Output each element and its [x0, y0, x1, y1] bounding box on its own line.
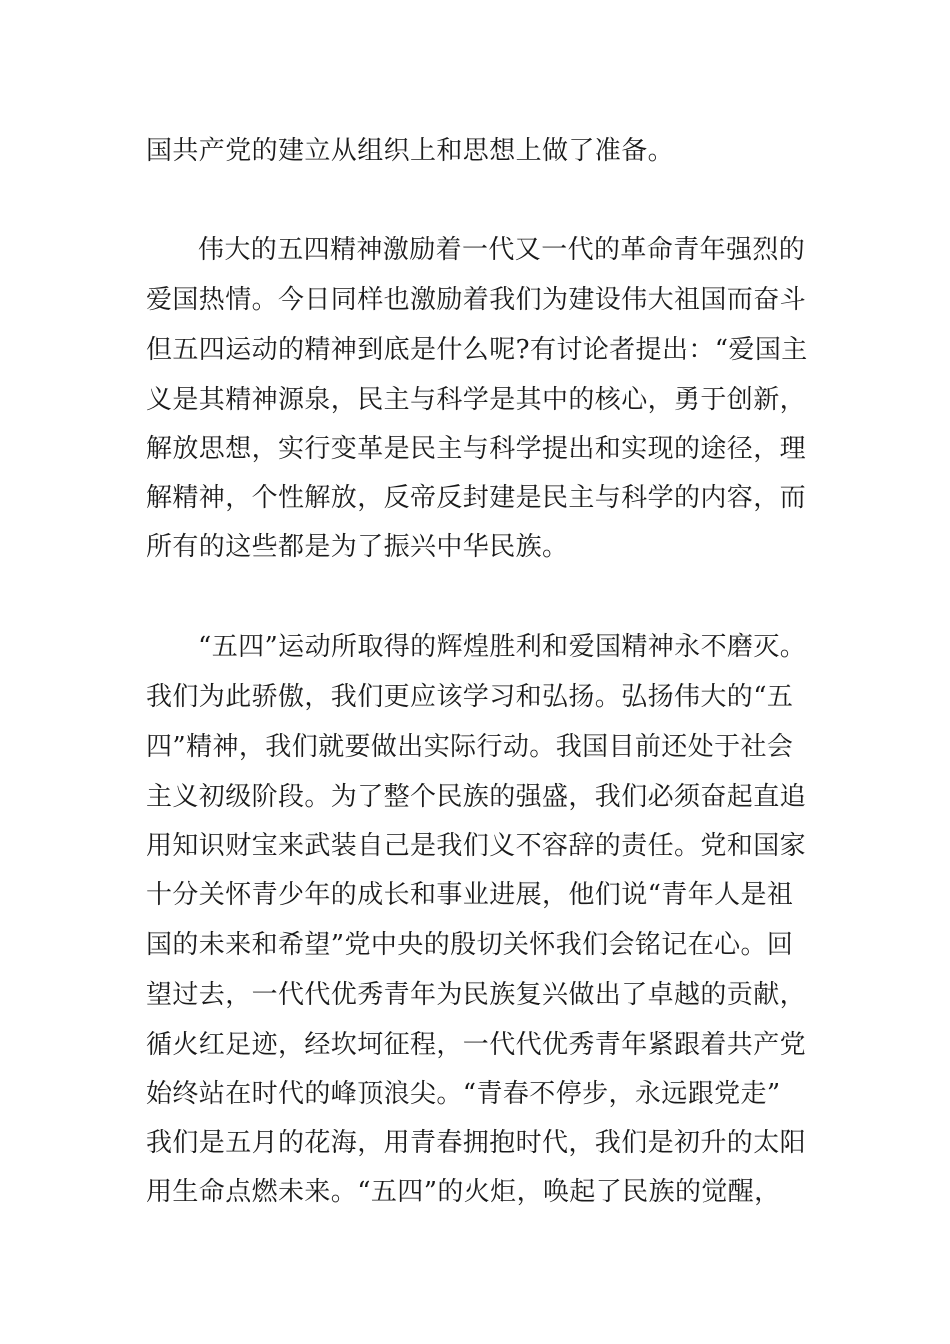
paragraph-3-line-1: “五四”运动所取得的辉煌胜利和爱国精神永不磨灭。 [198, 632, 807, 662]
paragraph-1-line-1: 国共产党的建立从组织上和思想上做了准备。 [146, 136, 675, 166]
paragraph-3-line-7: 国的未来和希望”党中央的殷切关怀我们会铭记在心。回 [146, 930, 794, 960]
paragraph-2-line-1: 伟大的五四精神激励着一代又一代的革命青年强烈的 [198, 235, 806, 265]
paragraph-2-line-2: 爱国热情。今日同样也激励着我们为建设伟大祖国而奋斗 [146, 285, 807, 315]
paragraph-3-line-2: 我们为此骄傲，我们更应该学习和弘扬。弘扬伟大的“五 [146, 682, 794, 712]
paragraph-2-line-5: 解放思想，实行变革是民主与科学提出和实现的途径，理 [146, 434, 807, 464]
paragraph-3-line-12: 用生命点燃未来。“五四”的火炬，唤起了民族的觉醒， [146, 1177, 781, 1207]
paragraph-3-line-4: 主义初级阶段。为了整个民族的强盛，我们必须奋起直追 [146, 782, 807, 812]
paragraph-3-line-6: 十分关怀青少年的成长和事业进展，他们说“青年人是祖 [146, 880, 794, 910]
paragraph-2-line-3: 但五四运动的精神到底是什么呢?有讨论者提出：“爱国主 [146, 335, 808, 365]
paragraph-2-line-7: 所有的这些都是为了振兴中华民族。 [146, 532, 569, 562]
paragraph-3-line-9: 循火红足迹，经坎坷征程，一代代优秀青年紧跟着共产党 [146, 1030, 807, 1060]
paragraph-3-line-11: 我们是五月的花海，用青春拥抱时代，我们是初升的太阳 [146, 1128, 807, 1158]
paragraph-3-line-8: 望过去，一代代优秀青年为民族复兴做出了卓越的贡献， [146, 980, 807, 1010]
paragraph-2-line-6: 解精神，个性解放，反帝反封建是民主与科学的内容，而 [146, 483, 807, 513]
paragraph-2-line-4: 义是其精神源泉，民主与科学是其中的核心，勇于创新， [146, 385, 807, 415]
paragraph-3-line-5: 用知识财宝来武装自己是我们义不容辞的责任。党和国家 [146, 831, 807, 861]
paragraph-3-line-3: 四”精神，我们就要做出实际行动。我国目前还处于社会 [146, 732, 794, 762]
paragraph-3-line-10: 始终站在时代的峰顶浪尖。“青春不停步，永远跟党走” [146, 1079, 781, 1109]
